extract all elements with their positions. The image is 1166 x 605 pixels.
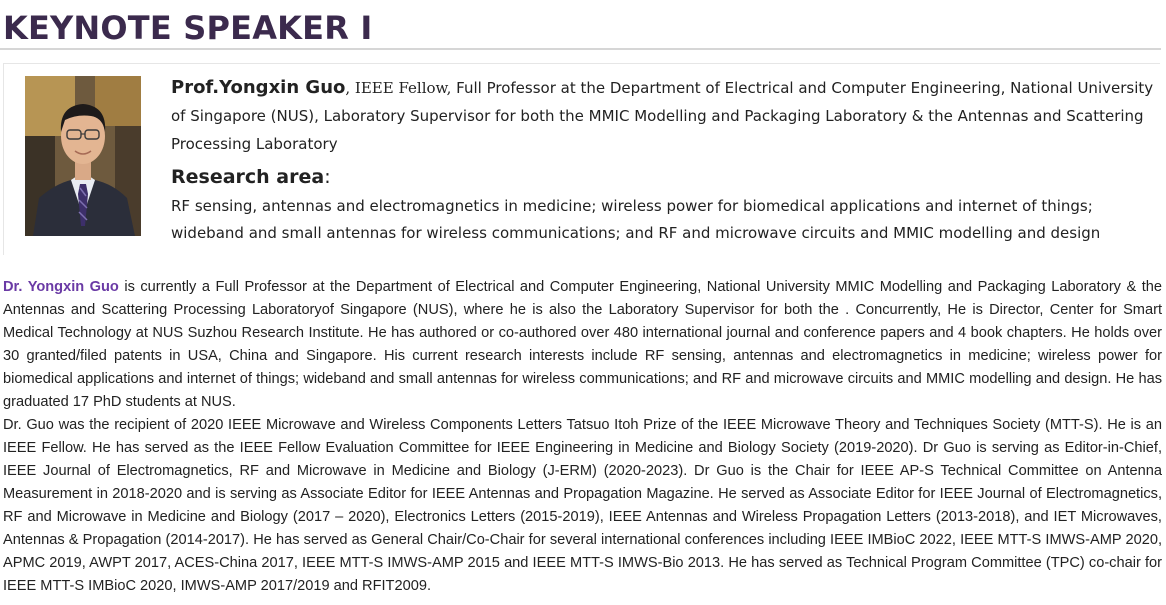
- bio-paragraph-2: Dr. Guo was the recipient of 2020 IEEE Microwave and Wireless Components Letters Tatsuo Itoh Prize of the IEEE Microwave Theory and Techniques Society (MTT-S). He is an IEEE Fellow. He has served as the IEEE Fellow Evaluation Committee for IEEE Engineering in Medicine and Biology Society (2019-2020). Dr Guo is serving as Editor-in-Chief, IEEE Journal of Electromagnetics, RF and Microwave in Medicine and Biology (J-ERM) (2020-2023). Dr Guo is the Chair for IEEE AP-S Technical Committee on Antenna Measurement in 2018-2020 and is serving as Associate Editor for IEEE Antennas and Propagation Magazine. He served as Associate Editor for IEEE Journal of Electromagnetics, RF and Microwave in Medicine and Biology (2017 – 2020), Electronics Letters (2015-2019), IEEE Antennas and Wireless Propagation Letters (2013-2018), and IET Microwaves, Antennas & Propagation (2014-2017). He has served as General Chair/Co-Chair for several international conferences including IEEE IMBioC 2022, IEEE MTT-S IMWS-AMP 2020, APMC 2019, AWPT 2017, ACES-China 2017, IEEE MTT-S IMWS-AMP 2015 and IEEE MTT-S IMWS-Bio 2013. He has served as Technical Program Committee (TPC) co-chair for IEEE MTT-S IMBioC 2020, IMWS-AMP 2017/2019 and RFIT2009.: [3, 417, 1162, 594]
- speaker-card: [3, 63, 1160, 255]
- speaker-affiliation: Full Professor at the Department of Electrical and Computer Engineering, National University of Singapore (NUS), Laboratory Supervisor for both the MMIC Modelling and Packaging Laboratory & the Antennas and Scattering Processing Laboratory: [171, 79, 1154, 153]
- speaker-name: Prof.Yongxin Guo: [171, 77, 346, 98]
- bio-paragraph-1-text: is currently a Full Professor at the Department of Electrical and Computer Engineering, National University MMIC Modelling and Packaging Laboratory & the Antennas and Scattering Processing Laboratoryof Singapore (NUS), where he is also the Laboratory Supervisor for both the . Concurrently, He is Director, Center for Smart Medical Technology at NUS Suzhou Research Institute. He has authored or co-authored over 480 international journal and conference papers and 4 book chapters. He holds over 30 granted/filed patents in USA, China and Singapore. His current research interests include RF sensing, antennas and electromagnetics in medicine; wireless power for biomedical applications and internet of things; wideband and small antennas for wireless communications; and RF and microwave circuits and MMIC modelling and design. He has graduated 17 PhD students at NUS.: [3, 279, 1162, 410]
- research-area-colon: :: [324, 166, 331, 188]
- research-area-heading: [171, 163, 331, 191]
- bio-name: Dr. Yongxin Guo: [3, 279, 119, 295]
- research-area-text: RF sensing, antennas and electromagnetics in medicine; wireless power for biomedical applications and internet of things; wideband and small antennas for wireless communications; and RF and microwave circuits and MMIC modelling and design: [171, 197, 1101, 242]
- speaker-photo: [25, 76, 141, 236]
- speaker-intro: [171, 74, 1156, 158]
- speaker-fellow: , IEEE Fellow,: [345, 79, 452, 97]
- bio-paragraph-1: [3, 276, 1162, 414]
- research-area-title: Research area: [171, 166, 325, 188]
- title-divider: [0, 48, 1161, 50]
- section-title: KEYNOTE SPEAKER I: [3, 9, 373, 47]
- speaker-biography: [3, 276, 1162, 598]
